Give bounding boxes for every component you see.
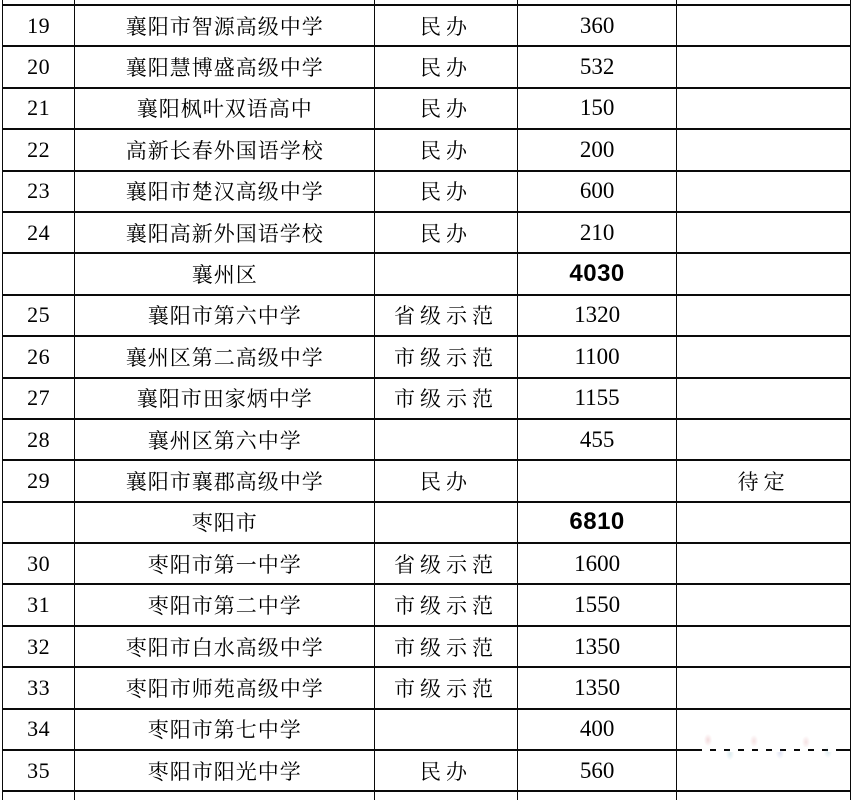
table-row xyxy=(3,750,851,791)
remark-cell xyxy=(677,378,851,419)
school-cell: 枣阳市第二中学 xyxy=(75,584,375,625)
remark-cell xyxy=(677,171,851,212)
seq-cell: 26 xyxy=(3,336,75,377)
type-cell: 市级示范 xyxy=(375,584,518,625)
school-cell: 襄州区第二高级中学 xyxy=(75,336,375,377)
remark-cell xyxy=(677,709,851,750)
remark-cell xyxy=(677,5,851,46)
table-row xyxy=(3,212,851,253)
remark-cell xyxy=(677,419,851,460)
type-cell: 民办 xyxy=(375,46,518,87)
seq-cell: 25 xyxy=(3,295,75,336)
remark-cell xyxy=(677,626,851,667)
school-cell: 枣阳市第七中学 xyxy=(75,709,375,750)
school-cell: 襄州区 xyxy=(75,253,375,294)
remark-cell xyxy=(677,584,851,625)
type-cell: 市级示范 xyxy=(375,378,518,419)
table-row xyxy=(3,295,851,336)
school-cell: 襄州区第六中学 xyxy=(75,419,375,460)
quota-cell: 150 xyxy=(517,88,677,129)
seq-cell: 30 xyxy=(3,543,75,584)
seq-cell: 28 xyxy=(3,419,75,460)
quota-cell: 1320 xyxy=(517,295,677,336)
school-cell: 枣阳市白水高级中学 xyxy=(75,626,375,667)
remark-cell xyxy=(677,502,851,543)
school-cell: 襄阳市楚汉高级中学 xyxy=(75,171,375,212)
seq-cell: 29 xyxy=(3,460,75,501)
school-cell: 襄阳市智源高级中学 xyxy=(75,5,375,46)
remark-cell xyxy=(677,336,851,377)
quota-cell: 532 xyxy=(517,46,677,87)
table-row xyxy=(3,419,851,460)
quota-cell: 210 xyxy=(517,212,677,253)
table-row xyxy=(3,460,851,501)
school-cell: 襄阳市第六中学 xyxy=(75,295,375,336)
table-row xyxy=(3,88,851,129)
remark-cell xyxy=(677,129,851,170)
quota-cell: 6810 xyxy=(517,502,677,543)
partial-row-bottom xyxy=(3,791,851,800)
empty-cell xyxy=(375,791,518,800)
school-cell: 襄阳慧博盛高级中学 xyxy=(75,46,375,87)
seq-cell xyxy=(3,502,75,543)
empty-cell xyxy=(517,791,677,800)
quota-cell: 560 xyxy=(517,750,677,791)
quota-cell: 1100 xyxy=(517,336,677,377)
type-cell: 市级示范 xyxy=(375,626,518,667)
quota-cell: 1600 xyxy=(517,543,677,584)
table-row xyxy=(3,336,851,377)
quota-cell: 1155 xyxy=(517,378,677,419)
school-cell: 襄阳枫叶双语高中 xyxy=(75,88,375,129)
empty-cell xyxy=(75,791,375,800)
seq-cell: 19 xyxy=(3,5,75,46)
school-cell: 枣阳市阳光中学 xyxy=(75,750,375,791)
seq-cell xyxy=(3,253,75,294)
quota-cell: 1350 xyxy=(517,626,677,667)
type-cell: 民办 xyxy=(375,88,518,129)
type-cell xyxy=(375,502,518,543)
remark-cell xyxy=(677,253,851,294)
school-cell: 枣阳市第一中学 xyxy=(75,543,375,584)
quota-cell: 4030 xyxy=(517,253,677,294)
table-row xyxy=(3,5,851,46)
type-cell xyxy=(375,709,518,750)
remark-cell xyxy=(677,667,851,708)
seq-cell: 22 xyxy=(3,129,75,170)
seq-cell: 20 xyxy=(3,46,75,87)
school-cell: 高新长春外国语学校 xyxy=(75,129,375,170)
type-cell: 民办 xyxy=(375,212,518,253)
school-quota-table xyxy=(2,0,851,800)
quota-cell: 600 xyxy=(517,171,677,212)
school-cell: 枣阳市师苑高级中学 xyxy=(75,667,375,708)
type-cell: 民办 xyxy=(375,5,518,46)
seq-cell: 33 xyxy=(3,667,75,708)
type-cell: 民办 xyxy=(375,460,518,501)
remark-cell: 待定 xyxy=(677,460,851,501)
type-cell: 市级示范 xyxy=(375,667,518,708)
table-row xyxy=(3,378,851,419)
remark-cell xyxy=(677,543,851,584)
quota-cell: 200 xyxy=(517,129,677,170)
type-cell: 民办 xyxy=(375,750,518,791)
type-cell xyxy=(375,419,518,460)
quota-cell: 360 xyxy=(517,5,677,46)
seq-cell: 32 xyxy=(3,626,75,667)
empty-cell xyxy=(677,791,851,800)
remark-cell xyxy=(677,46,851,87)
quota-cell xyxy=(517,460,677,501)
school-cell: 襄阳市襄郡高级中学 xyxy=(75,460,375,501)
type-cell xyxy=(375,253,518,294)
table-row xyxy=(3,46,851,87)
seq-cell: 23 xyxy=(3,171,75,212)
school-cell: 襄阳高新外国语学校 xyxy=(75,212,375,253)
school-quota-table-wrap xyxy=(2,0,851,800)
remark-cell xyxy=(677,212,851,253)
summary-row xyxy=(3,502,851,543)
seq-cell: 24 xyxy=(3,212,75,253)
table-row xyxy=(3,667,851,708)
seq-cell: 31 xyxy=(3,584,75,625)
type-cell: 民办 xyxy=(375,171,518,212)
remark-cell xyxy=(677,88,851,129)
table-row xyxy=(3,543,851,584)
remark-cell xyxy=(677,750,851,791)
type-cell: 省级示范 xyxy=(375,295,518,336)
table-row xyxy=(3,584,851,625)
table-body xyxy=(3,0,851,800)
table-row xyxy=(3,171,851,212)
quota-cell: 400 xyxy=(517,709,677,750)
table-row xyxy=(3,626,851,667)
remark-cell xyxy=(677,295,851,336)
type-cell: 民办 xyxy=(375,129,518,170)
school-cell: 枣阳市 xyxy=(75,502,375,543)
table-row xyxy=(3,709,851,750)
quota-cell: 1550 xyxy=(517,584,677,625)
type-cell: 省级示范 xyxy=(375,543,518,584)
type-cell: 市级示范 xyxy=(375,336,518,377)
seq-cell: 27 xyxy=(3,378,75,419)
school-cell: 襄阳市田家炳中学 xyxy=(75,378,375,419)
seq-cell: 21 xyxy=(3,88,75,129)
quota-cell: 1350 xyxy=(517,667,677,708)
empty-cell xyxy=(3,791,75,800)
seq-cell: 34 xyxy=(3,709,75,750)
seq-cell: 35 xyxy=(3,750,75,791)
quota-cell: 455 xyxy=(517,419,677,460)
table-row xyxy=(3,129,851,170)
summary-row xyxy=(3,253,851,294)
